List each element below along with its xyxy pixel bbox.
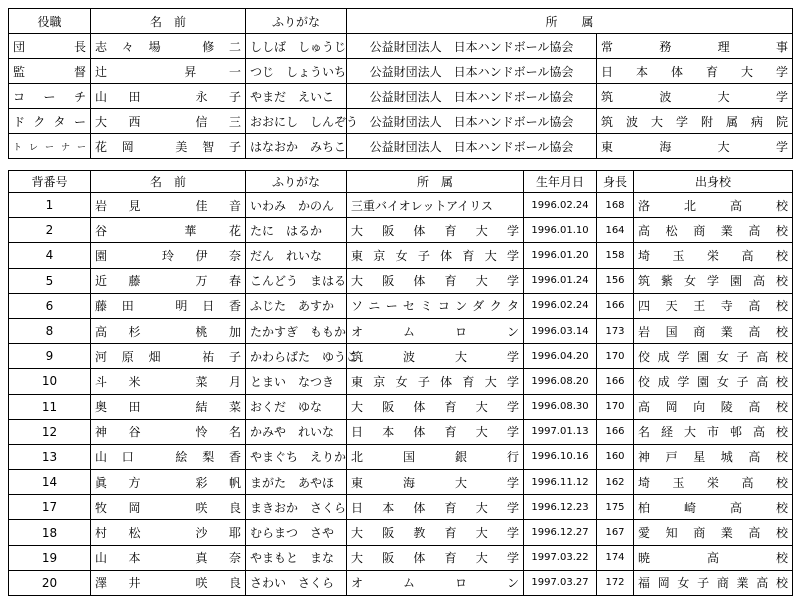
player-name: 奥田 結菜 <box>91 394 246 419</box>
player-number: 9 <box>9 344 91 369</box>
player-dob: 1996.04.20 <box>524 344 597 369</box>
player-team: 大阪教育大学 <box>347 520 524 545</box>
player-row <box>9 570 793 595</box>
player-row <box>9 369 793 394</box>
player-row <box>9 545 793 570</box>
player-team: 筑波大学 <box>347 344 524 369</box>
player-dob: 1996.10.16 <box>524 444 597 469</box>
player-team: 東京女子体育大学 <box>347 243 524 268</box>
player-kana: やまぐち えりか <box>246 444 347 469</box>
staff-role: 監 督 <box>9 59 91 84</box>
player-height: 162 <box>597 470 634 495</box>
player-team: 東海大学 <box>347 470 524 495</box>
player-dob: 1996.01.20 <box>524 243 597 268</box>
player-height: 158 <box>597 243 634 268</box>
player-number: 20 <box>9 570 91 595</box>
player-row <box>9 444 793 469</box>
player-kana: かわらばた ゆうこ <box>246 344 347 369</box>
player-number: 19 <box>9 545 91 570</box>
staff-org: 公益財団法人 日本ハンドボール協会 <box>347 134 597 159</box>
staff-table <box>8 8 793 159</box>
player-kana: だん れいな <box>246 243 347 268</box>
player-dob: 1997.01.13 <box>524 419 597 444</box>
player-kana: まがた あやほ <box>246 470 347 495</box>
player-row <box>9 318 793 343</box>
player-height: 166 <box>597 419 634 444</box>
player-name: 牧岡 咲良 <box>91 495 246 520</box>
player-kana: たに はるか <box>246 218 347 243</box>
player-school: 福岡女子商業高校 <box>634 570 793 595</box>
player-team: 北国銀行 <box>347 444 524 469</box>
staff-title: 筑波大学 <box>597 84 793 109</box>
staff-header-role: 役職 <box>9 9 91 34</box>
player-dob: 1996.12.23 <box>524 495 597 520</box>
player-header-name: 名 前 <box>91 171 246 193</box>
player-kana: たかすぎ ももか <box>246 318 347 343</box>
staff-title: 日本体育大学 <box>597 59 793 84</box>
player-row <box>9 394 793 419</box>
player-school: 神戸星城高校 <box>634 444 793 469</box>
player-dob: 1996.02.24 <box>524 193 597 218</box>
staff-name: 大西 信三 <box>91 109 246 134</box>
player-school: 高岡向陵高校 <box>634 394 793 419</box>
player-number: 4 <box>9 243 91 268</box>
player-school: 暁高校 <box>634 545 793 570</box>
player-row <box>9 218 793 243</box>
player-header-team: 所 属 <box>347 171 524 193</box>
staff-header-org: 所 属 <box>347 9 793 34</box>
staff-row <box>9 34 793 59</box>
staff-header-kana: ふりがな <box>246 9 347 34</box>
staff-role: 団 長 <box>9 34 91 59</box>
player-school: 洛北高校 <box>634 193 793 218</box>
player-dob: 1996.08.20 <box>524 369 597 394</box>
player-kana: やまもと まな <box>246 545 347 570</box>
player-dob: 1996.08.30 <box>524 394 597 419</box>
player-number: 6 <box>9 293 91 318</box>
staff-title: 常務理事 <box>597 34 793 59</box>
player-name: 高杉 桃加 <box>91 318 246 343</box>
staff-row <box>9 109 793 134</box>
player-name: 河原畑 祐子 <box>91 344 246 369</box>
player-kana: いわみ かのん <box>246 193 347 218</box>
player-team: 日本体育大学 <box>347 495 524 520</box>
staff-row <box>9 84 793 109</box>
player-dob: 1997.03.27 <box>524 570 597 595</box>
player-school: 名経大市邨高校 <box>634 419 793 444</box>
player-header-school: 出身校 <box>634 171 793 193</box>
staff-kana: つじ しょういち <box>246 59 347 84</box>
player-school: 高松商業高校 <box>634 218 793 243</box>
player-team: ソニーセミコンダクタ <box>347 293 524 318</box>
player-kana: さわい さくら <box>246 570 347 595</box>
staff-role: コーチ <box>9 84 91 109</box>
player-height: 172 <box>597 570 634 595</box>
player-name: 斗米 菜月 <box>91 369 246 394</box>
player-row <box>9 344 793 369</box>
player-header-row <box>9 171 793 193</box>
player-number: 13 <box>9 444 91 469</box>
player-header-height: 身長 <box>597 171 634 193</box>
player-height: 170 <box>597 394 634 419</box>
player-dob: 1996.01.10 <box>524 218 597 243</box>
player-number: 11 <box>9 394 91 419</box>
staff-kana: やまだ えいこ <box>246 84 347 109</box>
player-number: 17 <box>9 495 91 520</box>
player-team: オムロン <box>347 318 524 343</box>
player-height: 167 <box>597 520 634 545</box>
player-height: 164 <box>597 218 634 243</box>
player-team: 日本体育大学 <box>347 419 524 444</box>
staff-row <box>9 59 793 84</box>
player-row <box>9 193 793 218</box>
staff-kana: おおにし しんぞう <box>246 109 347 134</box>
player-name: 眞方 彩帆 <box>91 470 246 495</box>
staff-role: ドクター <box>9 109 91 134</box>
player-name: 谷 華花 <box>91 218 246 243</box>
player-team: 三重バイオレットアイリス <box>347 193 524 218</box>
player-header-dob: 生年月日 <box>524 171 597 193</box>
player-height: 156 <box>597 268 634 293</box>
staff-org: 公益財団法人 日本ハンドボール協会 <box>347 59 597 84</box>
player-school: 佼成学園女子高校 <box>634 369 793 394</box>
player-school: 四天王寺高校 <box>634 293 793 318</box>
player-team: 大阪体育大学 <box>347 394 524 419</box>
player-number: 18 <box>9 520 91 545</box>
player-school: 愛知商業高校 <box>634 520 793 545</box>
player-school: 岩国商業高校 <box>634 318 793 343</box>
player-kana: とまい なつき <box>246 369 347 394</box>
player-number: 14 <box>9 470 91 495</box>
player-dob: 1996.12.27 <box>524 520 597 545</box>
staff-org: 公益財団法人 日本ハンドボール協会 <box>347 84 597 109</box>
player-team: 大阪体育大学 <box>347 545 524 570</box>
player-kana: まきおか さくら <box>246 495 347 520</box>
player-school: 佼成学園女子高校 <box>634 344 793 369</box>
player-height: 166 <box>597 293 634 318</box>
player-name: 近藤 万春 <box>91 268 246 293</box>
player-row <box>9 243 793 268</box>
player-table <box>8 170 793 596</box>
staff-title: 筑波大学附属病院 <box>597 109 793 134</box>
player-row <box>9 419 793 444</box>
player-kana: ふじた あすか <box>246 293 347 318</box>
player-kana: むらまつ さや <box>246 520 347 545</box>
player-row <box>9 495 793 520</box>
player-dob: 1996.11.12 <box>524 470 597 495</box>
player-dob: 1996.02.24 <box>524 293 597 318</box>
staff-name: 辻 昇一 <box>91 59 246 84</box>
player-team: オムロン <box>347 570 524 595</box>
staff-title: 東海大学 <box>597 134 793 159</box>
staff-header-name: 名 前 <box>91 9 246 34</box>
player-height: 173 <box>597 318 634 343</box>
player-name: 澤井 咲良 <box>91 570 246 595</box>
staff-org: 公益財団法人 日本ハンドボール協会 <box>347 34 597 59</box>
player-name: 山本 真奈 <box>91 545 246 570</box>
player-name: 神谷 怜名 <box>91 419 246 444</box>
player-number: 10 <box>9 369 91 394</box>
player-team: 東京女子体育大学 <box>347 369 524 394</box>
staff-name: 山田 永子 <box>91 84 246 109</box>
player-height: 170 <box>597 344 634 369</box>
player-kana: かみや れいな <box>246 419 347 444</box>
player-team: 大阪体育大学 <box>347 268 524 293</box>
player-header-number: 背番号 <box>9 171 91 193</box>
player-height: 166 <box>597 369 634 394</box>
player-height: 175 <box>597 495 634 520</box>
player-school: 埼玉栄高校 <box>634 243 793 268</box>
staff-name: 花岡 美智子 <box>91 134 246 159</box>
player-name: 園 玲伊奈 <box>91 243 246 268</box>
player-row <box>9 293 793 318</box>
player-kana: こんどう まはる <box>246 268 347 293</box>
player-dob: 1997.03.22 <box>524 545 597 570</box>
player-name: 山口 絵梨香 <box>91 444 246 469</box>
player-height: 174 <box>597 545 634 570</box>
player-number: 8 <box>9 318 91 343</box>
player-number: 5 <box>9 268 91 293</box>
player-school: 埼玉栄高校 <box>634 470 793 495</box>
staff-header-row <box>9 9 793 34</box>
player-name: 藤田 明日香 <box>91 293 246 318</box>
staff-role: トレーナー <box>9 134 91 159</box>
player-height: 160 <box>597 444 634 469</box>
player-row <box>9 268 793 293</box>
player-team: 大阪体育大学 <box>347 218 524 243</box>
player-name: 岩見 佳音 <box>91 193 246 218</box>
player-number: 2 <box>9 218 91 243</box>
player-school: 柏崎高校 <box>634 495 793 520</box>
player-dob: 1996.03.14 <box>524 318 597 343</box>
player-name: 村松 沙耶 <box>91 520 246 545</box>
staff-kana: はなおか みちこ <box>246 134 347 159</box>
staff-org: 公益財団法人 日本ハンドボール協会 <box>347 109 597 134</box>
player-number: 12 <box>9 419 91 444</box>
staff-name: 志々場 修二 <box>91 34 246 59</box>
player-height: 168 <box>597 193 634 218</box>
player-row <box>9 520 793 545</box>
player-dob: 1996.01.24 <box>524 268 597 293</box>
staff-row <box>9 134 793 159</box>
staff-kana: ししば しゅうじ <box>246 34 347 59</box>
player-row <box>9 470 793 495</box>
player-school: 筑紫女学園高校 <box>634 268 793 293</box>
player-number: 1 <box>9 193 91 218</box>
player-header-kana: ふりがな <box>246 171 347 193</box>
player-kana: おくだ ゆな <box>246 394 347 419</box>
